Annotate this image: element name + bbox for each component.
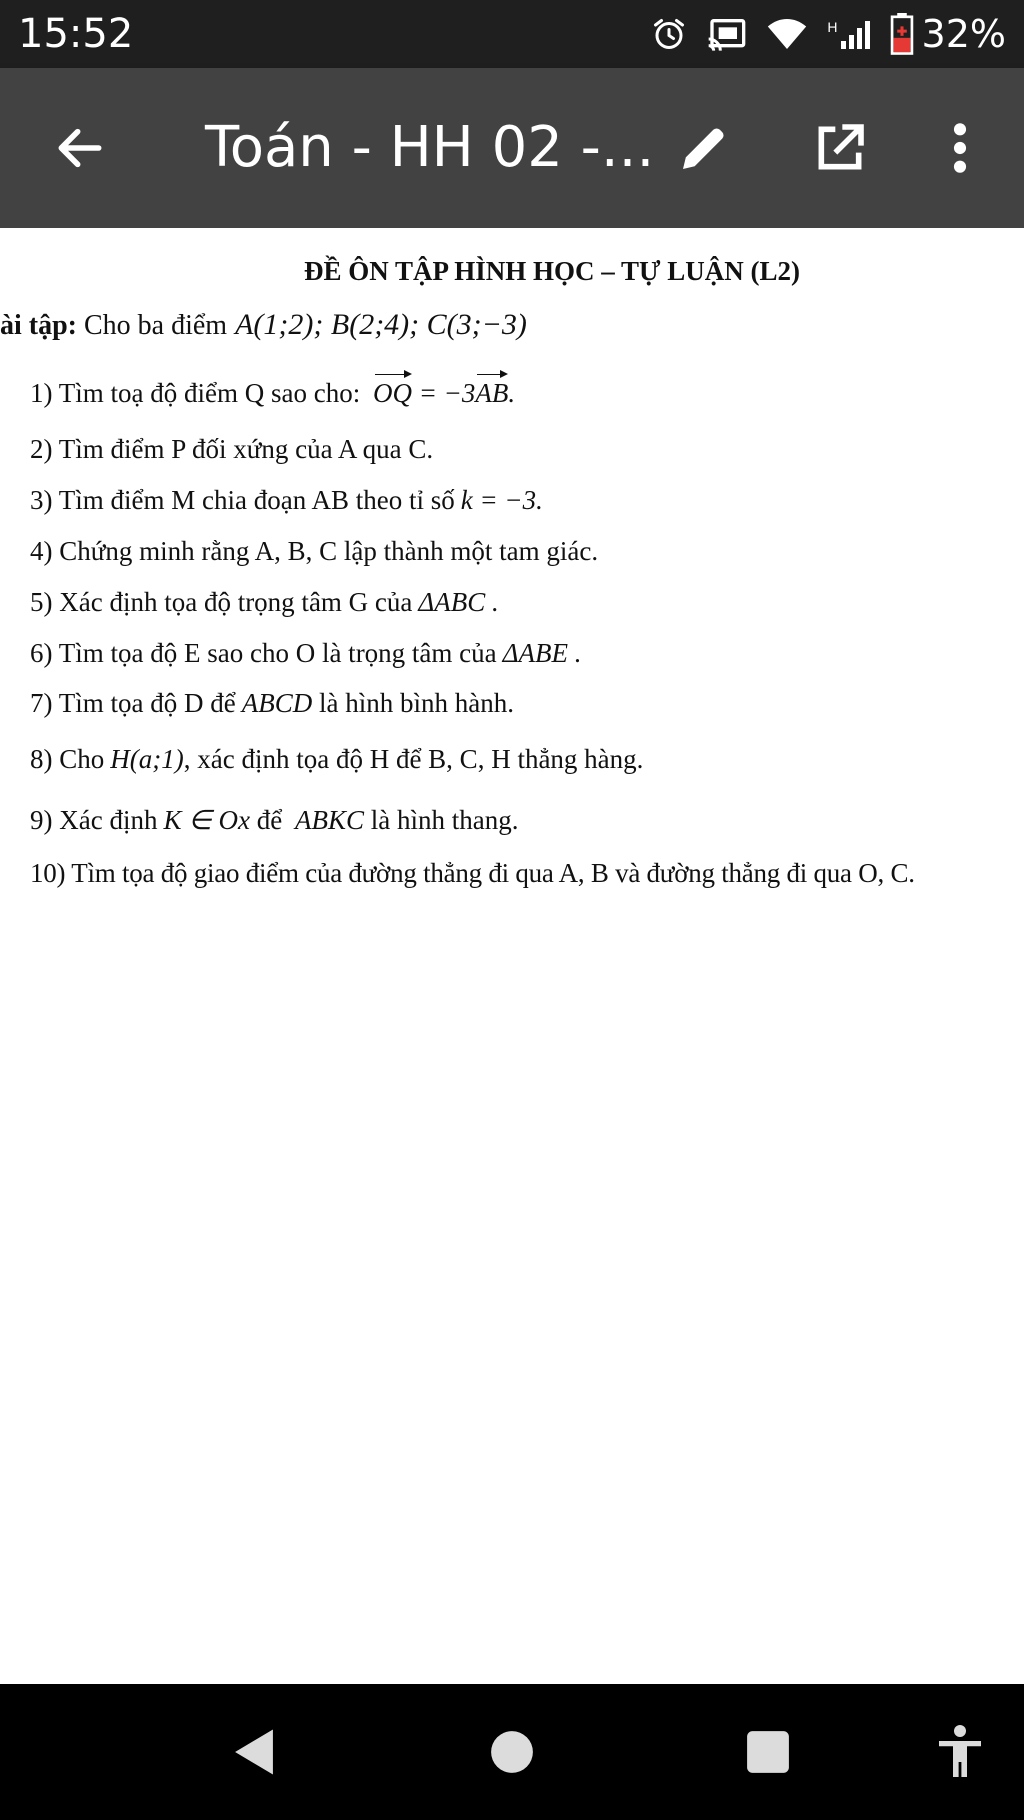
exercise-item: 8) Cho H(a;1), xác định tọa độ H để B, C, H thẳng hàng. — [30, 744, 644, 774]
alarm-icon — [651, 16, 687, 52]
open-in-app-button[interactable] — [800, 108, 880, 188]
exercise-item: 1) Tìm toạ độ điểm Q sao cho: OQ = −3AB. — [30, 378, 516, 408]
pencil-icon — [676, 120, 732, 176]
exercise-item: 7) Tìm tọa độ D để ABCD là hình bình hành. — [30, 688, 514, 718]
status-icons — [631, 10, 1006, 58]
status-bar — [0, 0, 1024, 68]
nav-back-button[interactable] — [214, 1712, 294, 1792]
back-button[interactable] — [40, 108, 120, 188]
nav-recents-icon — [746, 1730, 790, 1774]
document-intro — [0, 308, 527, 342]
intro-text: Cho ba điểm — [77, 310, 228, 341]
vector-oq: OQ — [372, 378, 412, 408]
document-heading: ĐỀ ÔN TẬP HÌNH HỌC – TỰ LUẬN (L2) — [303, 256, 801, 286]
exercise-item: 6) Tìm tọa độ E sao cho O là trọng tâm của ΔABE . — [30, 638, 582, 668]
more-vert-icon — [940, 120, 980, 176]
exercise-item: 9) Xác định K ∈ Ox để ABKC là hình thang. — [30, 805, 519, 835]
battery-icon — [890, 13, 914, 55]
exercise-item: 4) Chứng minh rằng A, B, C lập thành một tam giác. — [30, 536, 599, 566]
nav-home-icon — [490, 1730, 534, 1774]
accessibility-icon — [936, 1724, 984, 1780]
signal-type-label: H — [827, 19, 838, 35]
exercise-item: 2) Tìm điểm P đối xứng của A qua C. — [30, 434, 434, 464]
nav-recents-button[interactable] — [728, 1712, 808, 1792]
open-external-icon — [812, 120, 868, 176]
nav-back-icon — [230, 1726, 278, 1778]
document-title: Toán - HH 02 -... — [205, 115, 655, 180]
signal-icon — [827, 19, 869, 49]
exercise-item: 10) Tìm tọa độ giao điểm của đường thẳng đi qua A, B và đường thẳng đi qua O, C. — [30, 858, 915, 888]
cast-icon — [707, 16, 747, 52]
more-options-button[interactable] — [920, 108, 1000, 188]
status-time: 15:52 — [18, 11, 134, 57]
intro-points: A(1;2); B(2;4); C(3;−3) — [235, 308, 527, 341]
navigation-bar — [0, 1684, 1024, 1820]
exercise-item: 3) Tìm điểm M chia đoạn AB theo tỉ số k = −3. — [30, 485, 543, 515]
wifi-icon — [767, 17, 807, 51]
vector-ab: AB — [475, 378, 509, 408]
nav-home-button[interactable] — [472, 1712, 552, 1792]
document-page[interactable] — [0, 228, 1024, 1684]
battery-percent: 32% — [921, 12, 1006, 56]
intro-label: ài tập: — [0, 310, 77, 341]
accessibility-button[interactable] — [920, 1712, 1000, 1792]
app-bar — [0, 68, 1024, 228]
exercise-item: 5) Xác định tọa độ trọng tâm G của ΔABC . — [30, 587, 499, 617]
back-arrow-icon — [52, 120, 108, 176]
edit-button[interactable] — [664, 108, 744, 188]
